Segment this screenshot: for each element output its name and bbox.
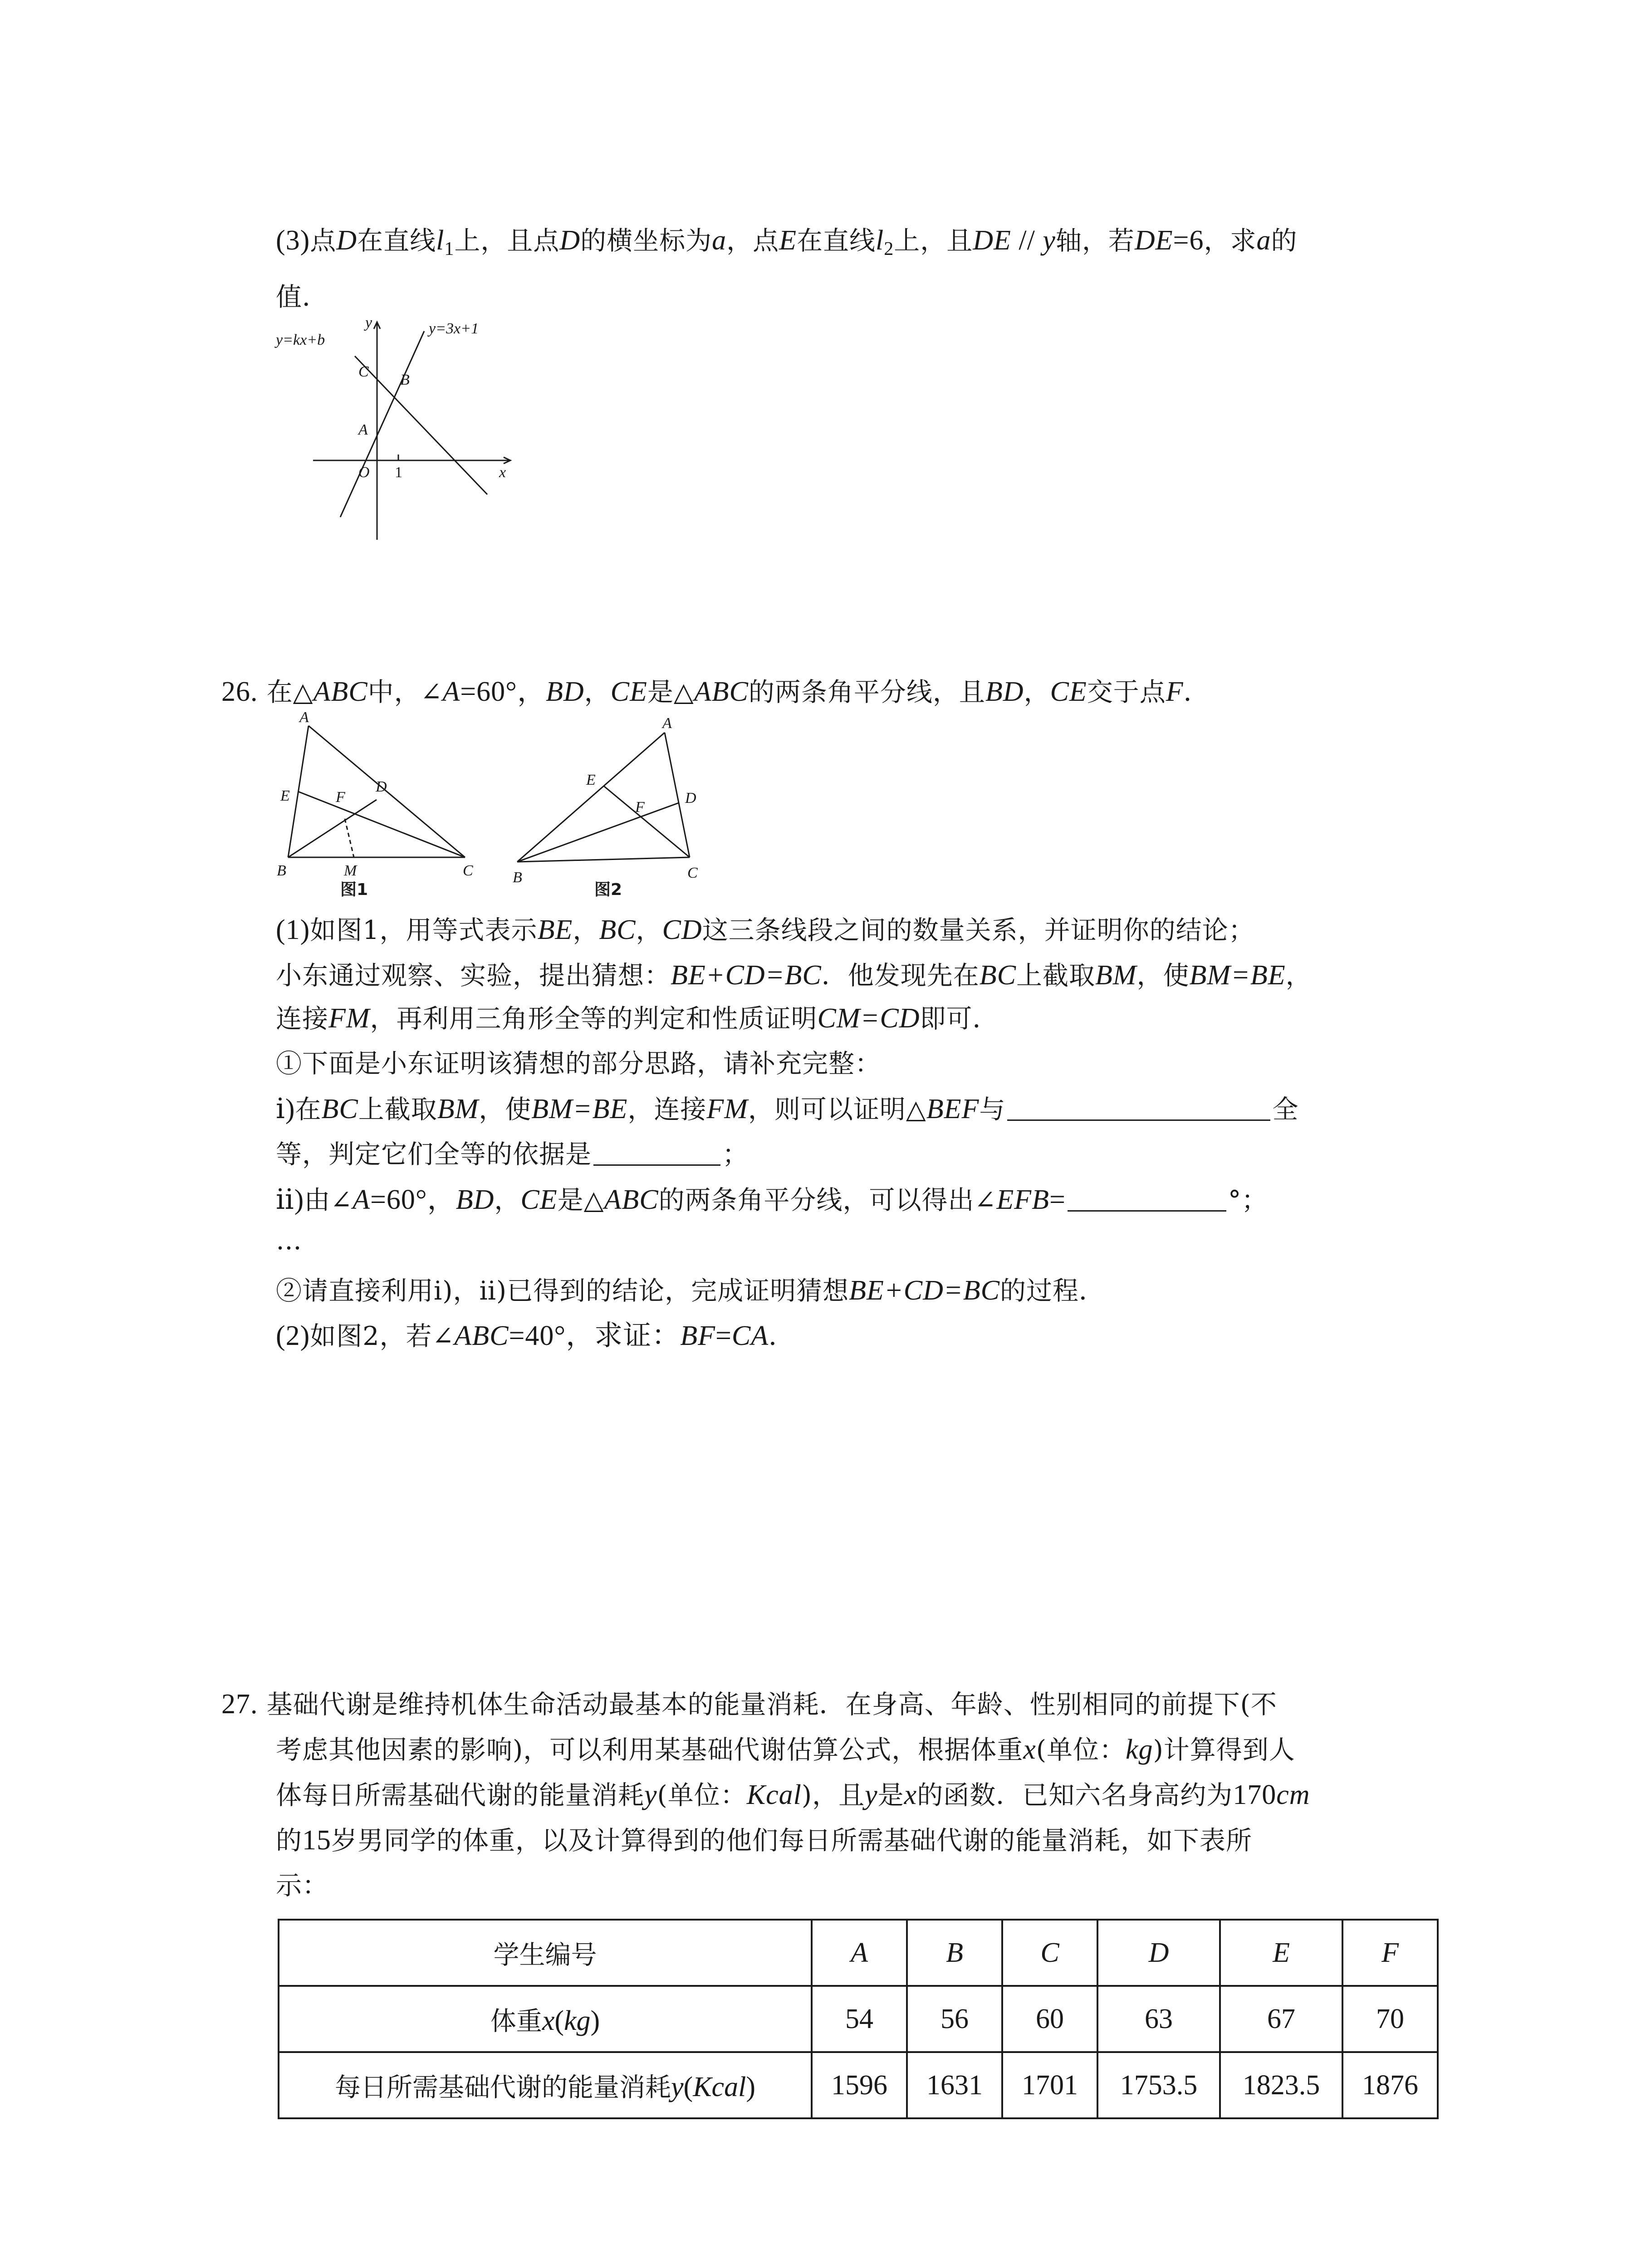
q25-part3-line1: (3)点D在直线$l_1$上，且点D的横坐标为a，点E在直线$l_2$上，且DE // y轴，若DE=6，求a的 bbox=[276, 225, 1298, 259]
table-header-label: 学生编号 bbox=[279, 1920, 812, 1986]
table-cell-energy: 1701 bbox=[1002, 2052, 1097, 2118]
table-cell-energy: 1823.5 bbox=[1220, 2052, 1342, 2118]
answer-blank-congruence-criterion[interactable] bbox=[593, 1137, 720, 1166]
q26-step1-intro: ①下面是小东证明该猜想的部分思路，请补充完整： bbox=[276, 1049, 881, 1079]
svg-text:A: A bbox=[662, 715, 672, 732]
table-cell-student: D bbox=[1097, 1920, 1220, 1986]
q27-line3: 体每日所需基础代谢的能量消耗y(单位：Kcal)，且y是x的函数．已知六名身高约为170cm bbox=[276, 1779, 1310, 1810]
q27-line2: 考虑其他因素的影响)，可以利用某基础代谢估算公式，根据体重x(单位：kg)计算得到人 bbox=[276, 1734, 1295, 1765]
table-cell-energy: 1596 bbox=[812, 2052, 907, 2118]
q26-ellipsis: … bbox=[276, 1226, 302, 1256]
line-y-3x-1 bbox=[340, 331, 424, 517]
table-cell-energy: 1753.5 bbox=[1097, 2052, 1220, 2118]
table-cell-student: F bbox=[1342, 1920, 1438, 1986]
table-cell-weight: 54 bbox=[812, 1986, 907, 2052]
q26-step-i: ⅰ)在BC上截取BM，使BM=BE，连接FM，则可以证明△BEF与 全 bbox=[276, 1089, 1298, 1130]
svg-text:F: F bbox=[336, 789, 345, 806]
table-cell-energy: 1876 bbox=[1342, 2052, 1438, 2118]
table-cell-student: B bbox=[907, 1920, 1002, 1986]
q26-conjecture: 小东通过观察、实验，提出猜想：BE+CD=BC．他发现先在BC上截取BM，使BM=BE， bbox=[276, 960, 1312, 991]
table-cell-student: A bbox=[812, 1920, 907, 1986]
q27-line4: 的15岁男同学的体重，以及计算得到的他们每日所需基础代谢的能量消耗，如下表所 bbox=[276, 1825, 1252, 1856]
table-cell-weight: 63 bbox=[1097, 1986, 1220, 2052]
svg-text:E: E bbox=[280, 787, 290, 804]
q26-step-i-cont: 等，判定它们全等的依据是 ； bbox=[276, 1134, 749, 1175]
segment-FM bbox=[345, 819, 354, 857]
q26-step-ii: ⅱ)由∠A=60°，BD，CE是△ABC的两条角平分线，可以得出∠EFB= °； bbox=[276, 1179, 1268, 1221]
label-O: O bbox=[358, 464, 370, 481]
label-one: 1 bbox=[395, 464, 402, 481]
svg-text:F: F bbox=[635, 799, 645, 816]
q25-coordinate-figure bbox=[272, 313, 526, 544]
svg-text:B: B bbox=[513, 869, 522, 886]
segment-BD bbox=[288, 800, 377, 857]
table-cell-weight: 56 bbox=[907, 1986, 1002, 2052]
q25-part3-line2: 值． bbox=[276, 282, 328, 312]
label-y: y bbox=[365, 314, 372, 331]
table-row bbox=[279, 1986, 1438, 2052]
svg-text:D: D bbox=[376, 778, 387, 795]
table-cell-student: C bbox=[1002, 1920, 1097, 1986]
table-cell-weight: 60 bbox=[1002, 1986, 1097, 2052]
q26-part2: (2)如图2，若∠ABC=40°，求证：BF=CA． bbox=[276, 1320, 795, 1351]
label-B: B bbox=[400, 371, 410, 388]
q26-part1: (1)如图1，用等式表示BE，BC，CD这三条线段之间的数量关系，并证明你的结论； bbox=[276, 914, 1255, 945]
q26-method: 连接FM，再利用三角形全等的判定和性质证明CM=CD即可． bbox=[276, 1003, 999, 1034]
table-row-label-weight: 体重x(kg) bbox=[279, 1986, 812, 2052]
answer-blank-angle-efb[interactable] bbox=[1068, 1183, 1226, 1212]
segment-BD bbox=[517, 803, 679, 862]
label-line2: y=3x+1 bbox=[429, 320, 479, 337]
q26-stem: 26. 在△ABC中，∠A=60°，BD，CE是△ABC的两条角平分线，且BD，CE交于点F． bbox=[221, 676, 1210, 707]
table-row bbox=[279, 1920, 1438, 1986]
svg-text:C: C bbox=[687, 865, 698, 881]
basal-metabolism-table bbox=[278, 1919, 1439, 2119]
segment-CE bbox=[298, 792, 465, 857]
table-cell-weight: 70 bbox=[1342, 1986, 1438, 2052]
q27-line1: 27. 基础代谢是维持机体生命活动最基本的能量消耗．在身高、年龄、性别相同的前提下(不 bbox=[221, 1689, 1277, 1720]
svg-text:B: B bbox=[277, 862, 286, 879]
table-row-label-energy: 每日所需基础代谢的能量消耗y(Kcal) bbox=[279, 2052, 812, 2118]
table-cell-energy: 1631 bbox=[907, 2052, 1002, 2118]
label-x: x bbox=[499, 464, 506, 481]
svg-text:D: D bbox=[685, 790, 696, 807]
svg-text:M: M bbox=[344, 862, 357, 879]
label-A: A bbox=[358, 421, 368, 438]
q26-step2: ②请直接利用ⅰ)，ⅱ)已得到的结论，完成证明猜想BE+CD=BC的过程． bbox=[276, 1275, 1105, 1306]
svg-text:C: C bbox=[463, 862, 473, 879]
answer-blank-congruent-triangle[interactable] bbox=[1007, 1092, 1270, 1121]
figure-2-caption: 图2 bbox=[594, 880, 622, 899]
q26-figure-2 bbox=[508, 712, 735, 894]
q27-line5: 示： bbox=[276, 1871, 328, 1901]
line-y-kx-b bbox=[355, 356, 487, 494]
q26-figure-1 bbox=[272, 709, 508, 894]
label-C: C bbox=[358, 363, 369, 380]
segment-CE bbox=[604, 786, 690, 857]
table-row bbox=[279, 2052, 1438, 2118]
table-cell-weight: 67 bbox=[1220, 1986, 1342, 2052]
table-cell-student: E bbox=[1220, 1920, 1342, 1986]
svg-text:A: A bbox=[299, 709, 309, 726]
label-line1: y=kx+b bbox=[276, 332, 325, 348]
svg-text:E: E bbox=[586, 772, 596, 788]
figure-1-caption: 图1 bbox=[340, 880, 368, 899]
